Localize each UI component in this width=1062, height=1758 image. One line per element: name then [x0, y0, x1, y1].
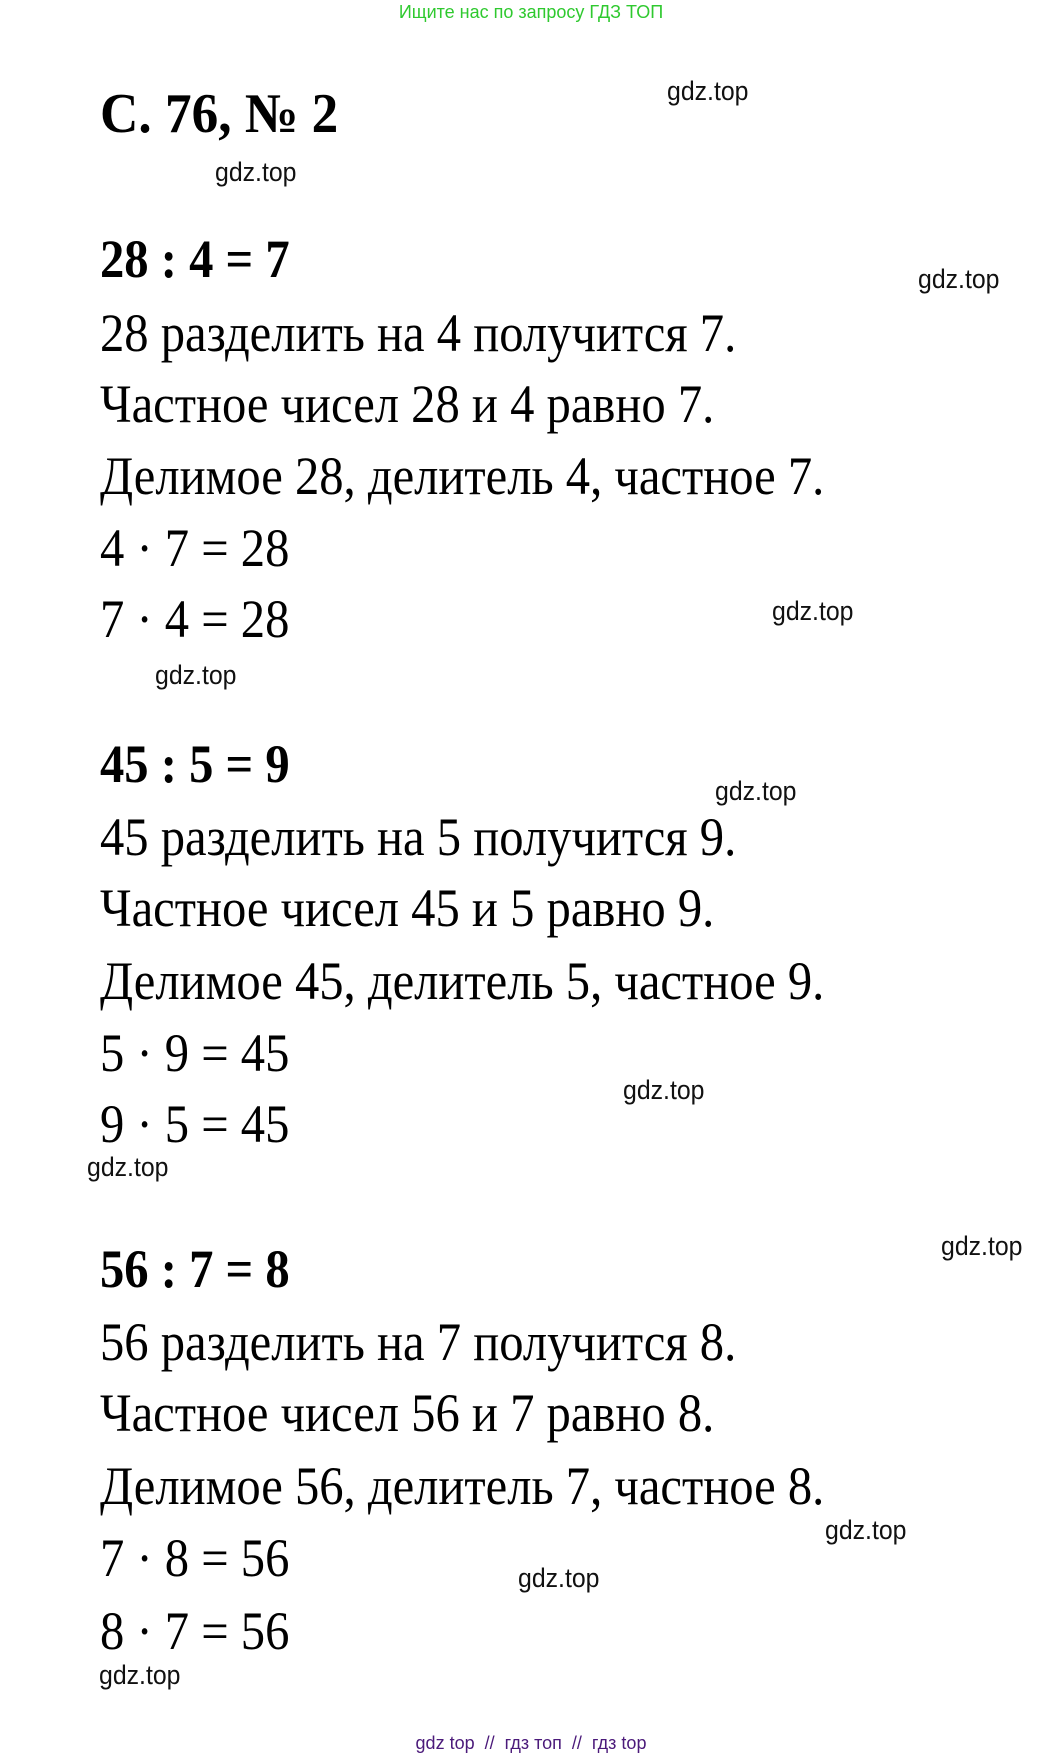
text-line: 5 · 9 = 45 — [100, 1023, 290, 1083]
text-line: Делимое 28, делитель 4, частное 7. — [100, 446, 825, 506]
text-line: Делимое 45, делитель 5, частное 9. — [100, 951, 825, 1011]
section-heading: 45 : 5 = 9 — [100, 734, 290, 794]
section-heading: 28 : 4 = 7 — [100, 229, 290, 289]
watermark: gdz.top — [941, 1231, 1023, 1261]
watermark: gdz.top — [772, 596, 854, 626]
text-line: Частное чисел 56 и 7 равно 8. — [100, 1383, 715, 1443]
text-line: 7 · 8 = 56 — [100, 1528, 290, 1588]
text-line: 9 · 5 = 45 — [100, 1094, 290, 1154]
text-line: 56 разделить на 7 получится 8. — [100, 1312, 737, 1372]
watermark: gdz.top — [715, 776, 797, 806]
watermark: gdz.top — [87, 1152, 169, 1182]
text-line: Частное чисел 28 и 4 равно 7. — [100, 374, 715, 434]
watermark: gdz.top — [215, 157, 297, 187]
watermark: gdz.top — [918, 264, 1000, 294]
footer-links: gdz top // гдз топ // гдз top — [415, 1733, 647, 1753]
section-heading: 56 : 7 = 8 — [100, 1239, 290, 1299]
search-banner: Ищите нас по запросу ГДЗ ТОП — [398, 2, 664, 22]
text-line: 7 · 4 = 28 — [100, 589, 290, 649]
watermark: gdz.top — [623, 1075, 705, 1105]
watermark: gdz.top — [99, 1660, 181, 1690]
text-line: 45 разделить на 5 получится 9. — [100, 807, 737, 867]
text-line: 28 разделить на 4 получится 7. — [100, 303, 737, 363]
watermark: gdz.top — [825, 1515, 907, 1545]
text-line: Частное чисел 45 и 5 равно 9. — [100, 878, 715, 938]
page-title: С. 76, № 2 — [100, 83, 339, 145]
text-line: Делимое 56, делитель 7, частное 8. — [100, 1456, 825, 1516]
text-line: 4 · 7 = 28 — [100, 518, 290, 578]
watermark: gdz.top — [667, 76, 749, 106]
watermark: gdz.top — [155, 660, 237, 690]
watermark: gdz.top — [518, 1563, 600, 1593]
text-line: 8 · 7 = 56 — [100, 1601, 290, 1661]
